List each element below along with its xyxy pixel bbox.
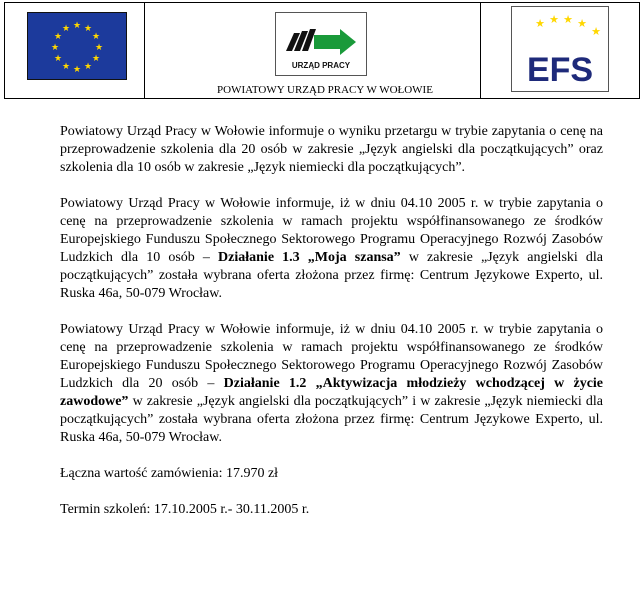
paragraph-tender-result: Powiatowy Urząd Pracy w Wołowie informuje o wyniku przetargu w trybie zapytania o cenę na przeprowadzenie szkolenia dla 20 osób w zakresie „Język angielski dla początkujących” oraz szkolenia dla 10 osób w zakresie „Język niemiecki dla początkujących”. (60, 124, 603, 175)
svg-text:★: ★ (563, 13, 573, 26)
svg-text:★: ★ (91, 32, 101, 42)
header-title: POWIATOWY URZĄD PRACY W WOŁOWIE (217, 84, 433, 96)
svg-text:★: ★ (61, 62, 71, 72)
total-value: Łączna wartość zamówienia: 17.970 zł (60, 466, 279, 481)
svg-text:★: ★ (72, 21, 82, 31)
svg-text:★: ★ (72, 65, 82, 75)
eu-flag-icon (27, 12, 127, 80)
action-name: Działanie 1.2 „Aktywizacja młodzieży wchodzącej w życie zawodowe” (60, 376, 604, 409)
training-term: Termin szkoleń: 17.10.2005 r.- 30.11.2005 r. (60, 502, 310, 517)
paragraph-text: Powiatowy Urząd Pracy w Wołowie informuje, iż w dniu 04.10 2005 r. w trybie zapytania o cenę na przeprowadzenie szkolenia w ramach projektu współfinansowanego ze środków Europejskiego Funduszu Społecznego Sektorowego Programu Operacyjnego Rozwój Zasobów Ludzkich dla 20 osób – (60, 322, 603, 391)
svg-text:★: ★ (83, 24, 93, 34)
svg-text:★: ★ (577, 17, 587, 30)
header-table (4, 2, 640, 99)
svg-text:★: ★ (549, 13, 559, 26)
svg-text:★: ★ (94, 43, 104, 53)
svg-text:★: ★ (83, 62, 93, 72)
svg-text:★: ★ (91, 54, 101, 64)
svg-text:★: ★ (61, 24, 71, 34)
svg-text:★: ★ (50, 43, 60, 53)
svg-text:★: ★ (53, 54, 63, 64)
efs-logo-text: EFS (526, 51, 594, 89)
document-body (60, 123, 603, 537)
svg-text:★: ★ (53, 32, 63, 42)
paragraph-action-1-3 (60, 195, 603, 303)
paragraph-action-1-2 (60, 321, 603, 447)
paragraph-text: w zakresie „Język angielski dla początkujących” została wybrana oferta złożona przez firmę: Centrum Językowe Experto, ul. Ruska 46a, 50-079 Wrocław. (60, 250, 604, 301)
urzad-pracy-logo-icon (275, 12, 367, 76)
header-divider (480, 3, 481, 98)
urzad-pracy-logo-text: URZĄD PRACY (291, 61, 351, 70)
action-name: Działanie 1.3 „Moja szansa” (218, 250, 401, 265)
svg-text:★: ★ (535, 17, 545, 30)
efs-logo-icon (511, 6, 609, 92)
paragraph-text: Powiatowy Urząd Pracy w Wołowie informuje, iż w dniu 04.10 2005 r. w trybie zapytania o cenę na przeprowadzenie szkolenia w ramach projektu współfinansowanego ze środków Europejskiego Funduszu Społecznego Sektorowego Programu Operacyjnego Rozwój Zasobów Ludzkich dla 10 osób – (60, 196, 603, 265)
paragraph-text: w zakresie „Język angielski dla początkujących” i w zakresie „Język niemiecki dla początkujących” została wybrana oferta złożona przez firmę: Centrum Językowe Experto, ul. Ruska 46a, 50-079 Wrocław. (60, 394, 604, 445)
svg-text:★: ★ (591, 25, 601, 38)
header-divider (144, 3, 145, 98)
